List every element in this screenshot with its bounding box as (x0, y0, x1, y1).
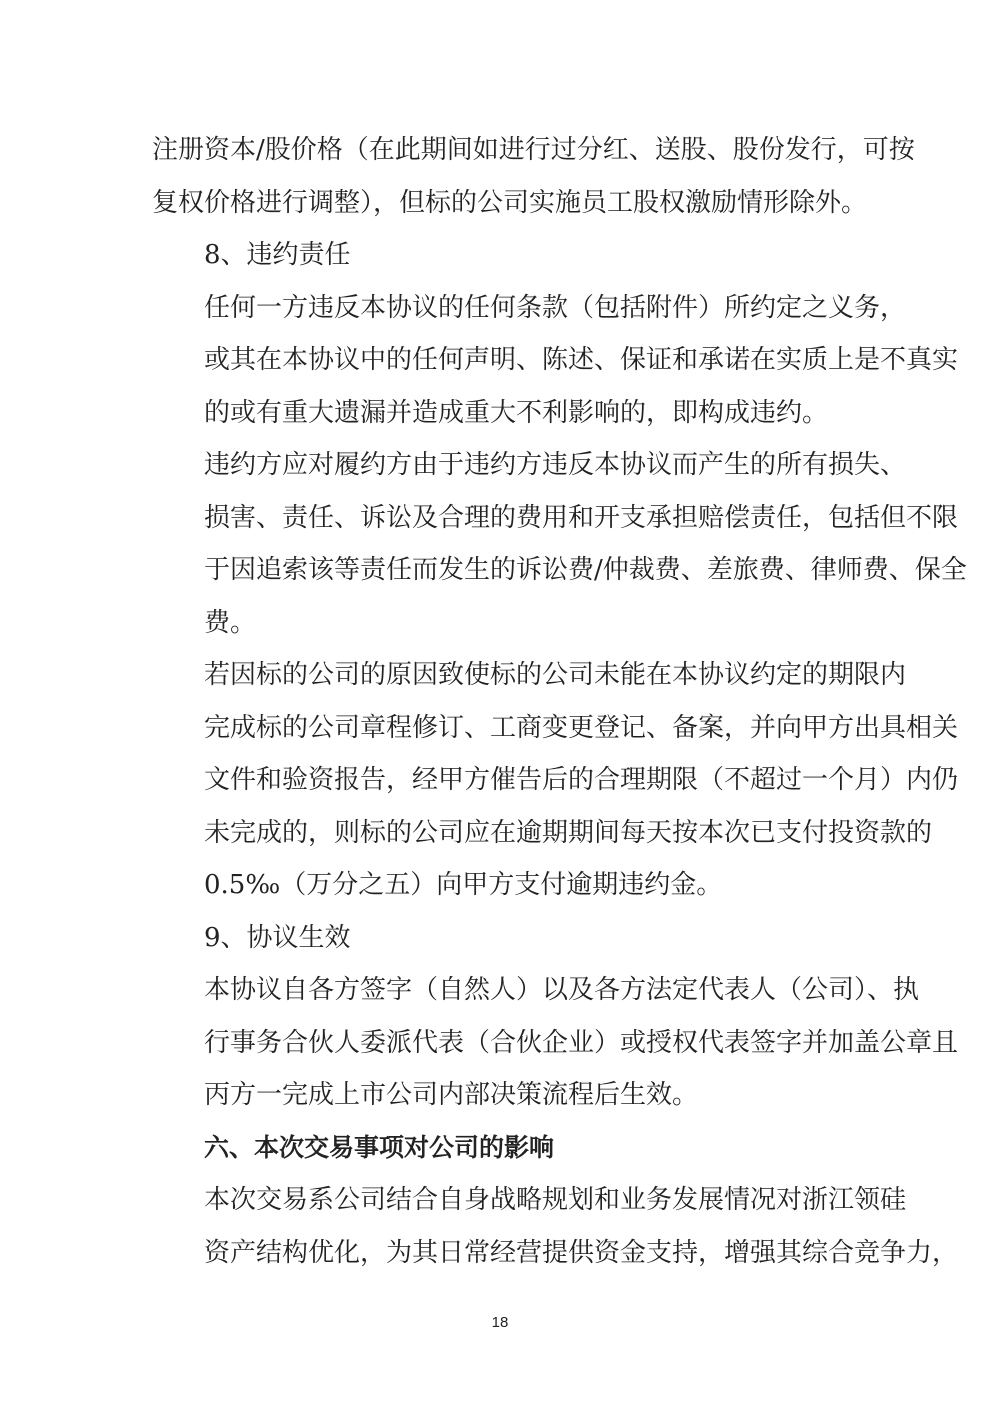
text-line: 0.5‰（万分之五）向甲方支付逾期违约金。 (204, 870, 723, 900)
text-line: 行事务合伙人委派代表（合伙企业）或授权代表签字并加盖公章且 (204, 1027, 959, 1058)
paragraph (152, 124, 915, 229)
paragraph (152, 439, 967, 649)
text-line: 文件和验资报告，经甲方催告后的合理期限（不超过一个月）内仍 (204, 765, 959, 795)
paragraph (152, 912, 852, 965)
text-line: 或其在本协议中的任何声明、陈述、保证和承诺在实质上是不真实 (204, 345, 959, 375)
text-line: 完成标的公司章程修订、工商变更登记、备案，并向甲方出具相关 (204, 712, 959, 743)
text-line: 损害、责任、诉讼及合理的费用和开支承担赔偿责任，包括但不限 (204, 502, 959, 533)
paragraph (152, 229, 852, 282)
text-line: 9、协议生效 (204, 922, 351, 953)
text-line: 丙方一完成上市公司内部决策流程后生效。 (204, 1080, 699, 1110)
paragraph (152, 1174, 959, 1279)
text-line: 费。 (204, 607, 257, 638)
text-line: 本次交易系公司结合自身战略规划和业务发展情况对浙江领硅 (204, 1185, 907, 1215)
document-body (152, 124, 967, 1279)
text-line: 8、违约责任 (204, 240, 351, 270)
paragraph (152, 964, 959, 1122)
text-line: 未完成的，则标的公司应在逾期期间每天按本次已支付投资款的 (204, 817, 933, 848)
text-line: 违约方应对履约方由于违约方违反本协议而产生的所有损失、 (204, 450, 907, 480)
paragraph (152, 649, 959, 912)
text-line: 本协议自各方签字（自然人）以及各方法定代表人（公司）、执 (204, 975, 920, 1005)
text-line: 六、本次交易事项对公司的影响 (204, 1132, 555, 1162)
page-number: 18 (491, 1314, 509, 1331)
section-heading (152, 1122, 852, 1175)
text-line: 资产结构优化，为其日常经营提供资金支持，增强其综合竞争力， (204, 1237, 959, 1268)
text-line: 的或有重大遗漏并造成重大不利影响的，即构成违约。 (204, 397, 829, 428)
text-line: 若因标的公司的原因致使标的公司未能在本协议约定的期限内 (204, 660, 907, 690)
paragraph (152, 282, 959, 440)
text-line: 于因追索该等责任而发生的诉讼费/仲裁费、差旅费、律师费、保全 (204, 555, 967, 585)
text-line: 注册资本/股价格（在此期间如进行过分红、送股、股份发行，可按 (152, 135, 915, 165)
text-line: 任何一方违反本协议的任何条款（包括附件）所约定之义务， (204, 292, 907, 323)
text-line: 复权价格进行调整），但标的公司实施员工股权激励情形除外。 (152, 187, 868, 218)
